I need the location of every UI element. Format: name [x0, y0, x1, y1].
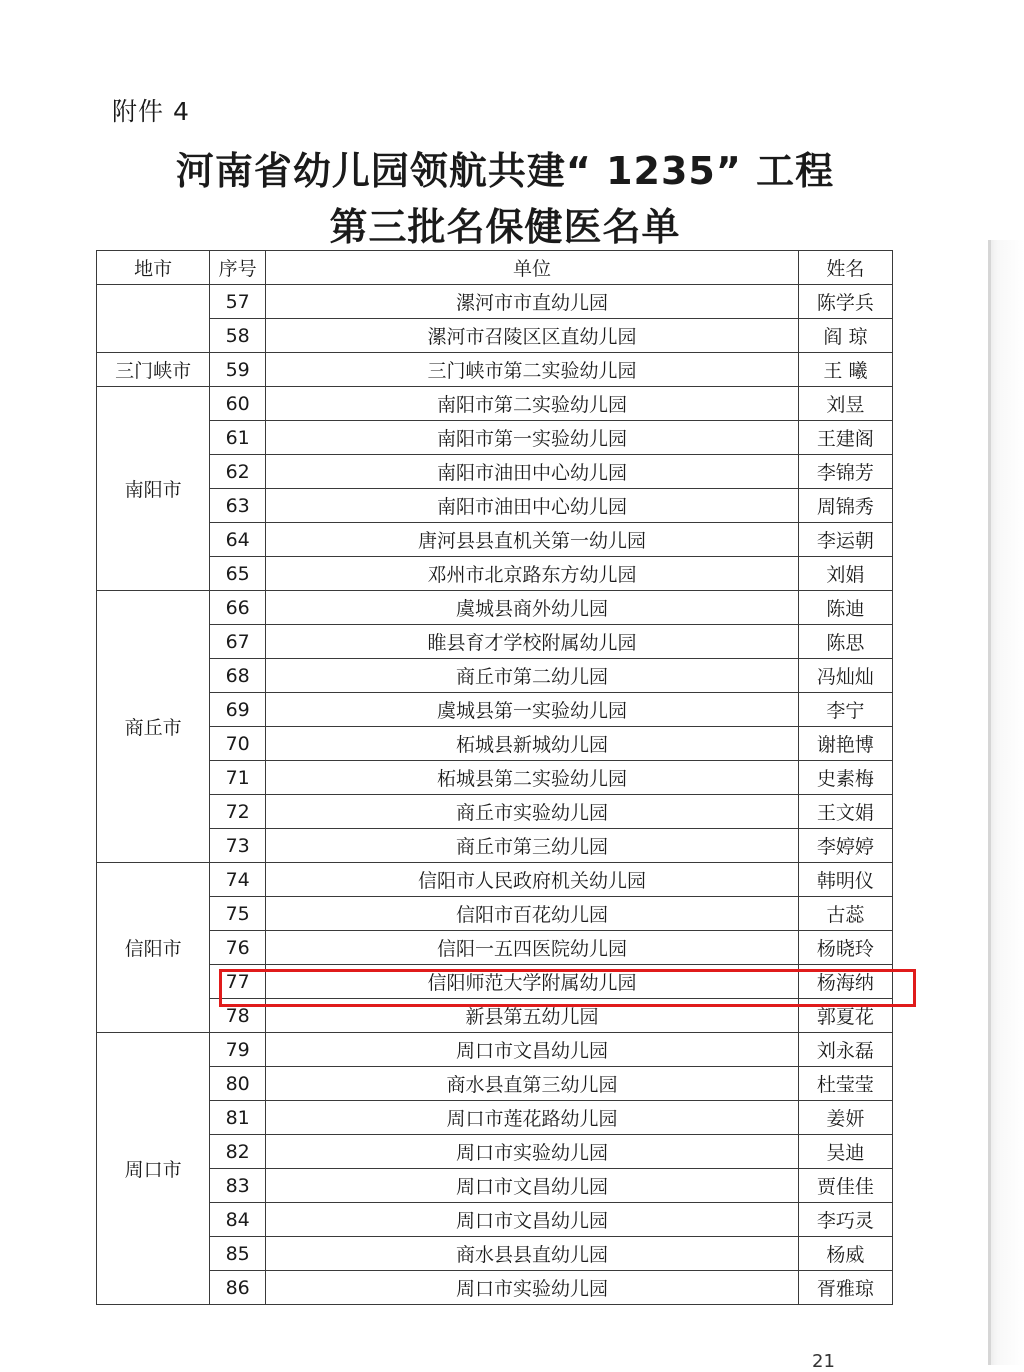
- unit-cell: 商丘市第三幼儿园: [266, 829, 799, 863]
- unit-cell: 三门峡市第二实验幼儿园: [266, 353, 799, 387]
- unit-cell: 周口市莲花路幼儿园: [266, 1101, 799, 1135]
- name-cell: 李运朝: [798, 523, 892, 557]
- table-row: [97, 999, 893, 1033]
- table-row: [97, 863, 893, 897]
- unit-cell: 商丘市第二幼儿园: [266, 659, 799, 693]
- name-cell: 杨威: [798, 1237, 892, 1271]
- header-number: 序号: [210, 251, 266, 285]
- number-cell: 86: [210, 1271, 266, 1305]
- document-title-line1: 河南省幼儿园领航共建“ 1235” 工程: [175, 149, 835, 193]
- name-cell: 胥雅琼: [798, 1271, 892, 1305]
- name-cell: 杨海纳: [798, 965, 892, 999]
- table-row: [97, 897, 893, 931]
- table-row: [97, 693, 893, 727]
- header-unit: 单位: [266, 251, 799, 285]
- number-cell: 82: [210, 1135, 266, 1169]
- name-cell: 周锦秀: [798, 489, 892, 523]
- document-title-line2: 第三批名保健医名单: [329, 205, 681, 249]
- name-cell: 史素梅: [798, 761, 892, 795]
- unit-cell: 南阳市油田中心幼儿园: [266, 455, 799, 489]
- table-header-row: [97, 251, 893, 285]
- attachment-label: 附件 4: [112, 97, 190, 126]
- name-cell: 刘昱: [798, 387, 892, 421]
- unit-cell: 唐河县县直机关第一幼儿园: [266, 523, 799, 557]
- name-cell: 李宁: [798, 693, 892, 727]
- number-cell: 69: [210, 693, 266, 727]
- unit-cell: 睢县育才学校附属幼儿园: [266, 625, 799, 659]
- number-cell: 73: [210, 829, 266, 863]
- name-cell: 王 曦: [798, 353, 892, 387]
- number-cell: 67: [210, 625, 266, 659]
- table-row: [97, 1101, 893, 1135]
- name-cell: 陈思: [798, 625, 892, 659]
- number-cell: 78: [210, 999, 266, 1033]
- unit-cell: 柘城县第二实验幼儿园: [266, 761, 799, 795]
- table-row: [97, 557, 893, 591]
- table-row: [97, 659, 893, 693]
- name-cell: 郭夏花: [798, 999, 892, 1033]
- unit-cell: 信阳一五四医院幼儿园: [266, 931, 799, 965]
- number-cell: 66: [210, 591, 266, 625]
- unit-cell: 周口市文昌幼儿园: [266, 1169, 799, 1203]
- unit-cell: 漯河市市直幼儿园: [266, 285, 799, 319]
- name-cell: 刘永磊: [798, 1033, 892, 1067]
- unit-cell: 新县第五幼儿园: [266, 999, 799, 1033]
- unit-cell: 商水县县直幼儿园: [266, 1237, 799, 1271]
- name-cell: 姜妍: [798, 1101, 892, 1135]
- number-cell: 63: [210, 489, 266, 523]
- number-cell: 62: [210, 455, 266, 489]
- unit-cell: 虞城县商外幼儿园: [266, 591, 799, 625]
- table-row: [97, 1271, 893, 1305]
- number-cell: 61: [210, 421, 266, 455]
- number-cell: 71: [210, 761, 266, 795]
- unit-cell: 周口市文昌幼儿园: [266, 1203, 799, 1237]
- table-row: [97, 829, 893, 863]
- name-cell: 陈迪: [798, 591, 892, 625]
- number-cell: 80: [210, 1067, 266, 1101]
- number-cell: 85: [210, 1237, 266, 1271]
- number-cell: 77: [210, 965, 266, 999]
- table-row: [97, 625, 893, 659]
- number-cell: 84: [210, 1203, 266, 1237]
- name-cell: 谢艳博: [798, 727, 892, 761]
- table-row: [97, 1203, 893, 1237]
- name-cell: 阎 琼: [798, 319, 892, 353]
- unit-cell: 信阳师范大学附属幼儿园: [266, 965, 799, 999]
- name-cell: 杨晓玲: [798, 931, 892, 965]
- table-row: [97, 591, 893, 625]
- unit-cell: 周口市文昌幼儿园: [266, 1033, 799, 1067]
- header-city: 地市: [97, 251, 210, 285]
- table-row: [97, 795, 893, 829]
- table-row: [97, 761, 893, 795]
- unit-cell: 柘城县新城幼儿园: [266, 727, 799, 761]
- number-cell: 64: [210, 523, 266, 557]
- unit-cell: 南阳市第二实验幼儿园: [266, 387, 799, 421]
- unit-cell: 周口市实验幼儿园: [266, 1271, 799, 1305]
- number-cell: 60: [210, 387, 266, 421]
- page-number: 21: [812, 1351, 835, 1372]
- name-cell: 杜莹莹: [798, 1067, 892, 1101]
- city-cell: 商丘市: [97, 591, 210, 863]
- table-row: [97, 319, 893, 353]
- page-edge-shadow: [988, 240, 1024, 1365]
- name-cell: 王文娟: [798, 795, 892, 829]
- unit-cell: 商水县直第三幼儿园: [266, 1067, 799, 1101]
- name-cell: 贾佳佳: [798, 1169, 892, 1203]
- number-cell: 74: [210, 863, 266, 897]
- table-row: [97, 489, 893, 523]
- number-cell: 75: [210, 897, 266, 931]
- city-cell: 周口市: [97, 1033, 210, 1305]
- unit-cell: 信阳市百花幼儿园: [266, 897, 799, 931]
- name-cell: 古蕊: [798, 897, 892, 931]
- unit-cell: 漯河市召陵区区直幼儿园: [266, 319, 799, 353]
- table-row: [97, 1067, 893, 1101]
- name-cell: 刘娟: [798, 557, 892, 591]
- header-name: 姓名: [798, 251, 892, 285]
- name-cell: 王建阁: [798, 421, 892, 455]
- number-cell: 79: [210, 1033, 266, 1067]
- roster-table: [96, 250, 893, 1305]
- unit-cell: 南阳市第一实验幼儿园: [266, 421, 799, 455]
- table-row: [97, 727, 893, 761]
- unit-cell: 周口市实验幼儿园: [266, 1135, 799, 1169]
- city-cell: 南阳市: [97, 387, 210, 591]
- name-cell: 韩明仪: [798, 863, 892, 897]
- city-cell: [97, 285, 210, 353]
- roster-body: [97, 285, 893, 1305]
- number-cell: 68: [210, 659, 266, 693]
- name-cell: 李锦芳: [798, 455, 892, 489]
- table-row-highlighted: [97, 965, 893, 999]
- table-row: [97, 353, 893, 387]
- number-cell: 59: [210, 353, 266, 387]
- number-cell: 83: [210, 1169, 266, 1203]
- table-row: [97, 1135, 893, 1169]
- name-cell: 陈学兵: [798, 285, 892, 319]
- number-cell: 81: [210, 1101, 266, 1135]
- unit-cell: 南阳市油田中心幼儿园: [266, 489, 799, 523]
- name-cell: 冯灿灿: [798, 659, 892, 693]
- city-cell: 三门峡市: [97, 353, 210, 387]
- table-row: [97, 1033, 893, 1067]
- table-row: [97, 1237, 893, 1271]
- name-cell: 李巧灵: [798, 1203, 892, 1237]
- table-row: [97, 523, 893, 557]
- table-row: [97, 455, 893, 489]
- table-row: [97, 387, 893, 421]
- table-row: [97, 421, 893, 455]
- number-cell: 65: [210, 557, 266, 591]
- number-cell: 76: [210, 931, 266, 965]
- table-row: [97, 931, 893, 965]
- unit-cell: 商丘市实验幼儿园: [266, 795, 799, 829]
- number-cell: 57: [210, 285, 266, 319]
- number-cell: 72: [210, 795, 266, 829]
- unit-cell: 虞城县第一实验幼儿园: [266, 693, 799, 727]
- unit-cell: 邓州市北京路东方幼儿园: [266, 557, 799, 591]
- number-cell: 58: [210, 319, 266, 353]
- number-cell: 70: [210, 727, 266, 761]
- name-cell: 李婷婷: [798, 829, 892, 863]
- city-cell: 信阳市: [97, 863, 210, 1033]
- table-row: [97, 285, 893, 319]
- name-cell: 吴迪: [798, 1135, 892, 1169]
- unit-cell: 信阳市人民政府机关幼儿园: [266, 863, 799, 897]
- table-row: [97, 1169, 893, 1203]
